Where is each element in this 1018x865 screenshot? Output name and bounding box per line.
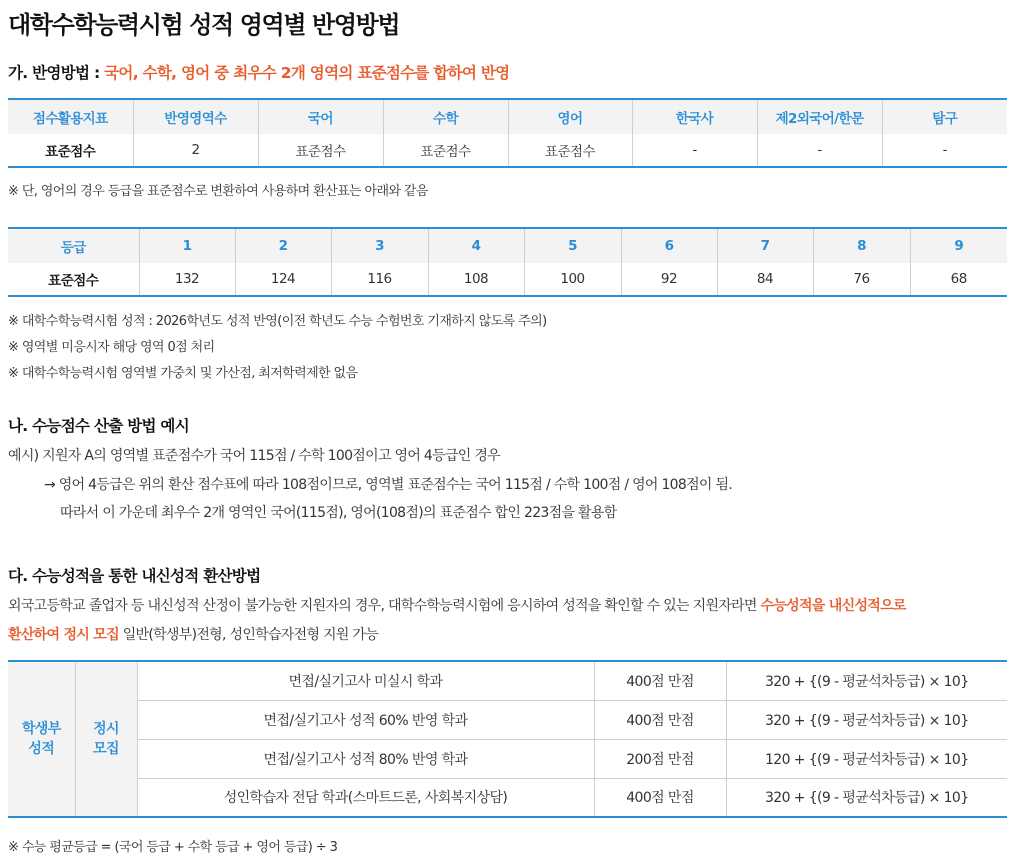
table-cell: 320 + {(9 - 평균석차등급) × 10} <box>726 778 1007 817</box>
table-cell: 400점 만점 <box>594 661 726 700</box>
table-header: 1 <box>139 228 235 263</box>
table-cell: 면접/실기고사 미실시 학과 <box>137 661 594 700</box>
section-c-heading: 다. 수능성적을 통한 내신성적 환산방법 <box>8 567 261 585</box>
paragraph-text: 외국고등학교 졸업자 등 내신성적 산정이 불가능한 지원자의 경우, 대학수학능력시험에 응시하여 성적을 확인할 수 있는 지원자라면 <box>8 598 761 614</box>
table-header: 반영영역수 <box>133 99 258 134</box>
table-header: 영어 <box>508 99 632 134</box>
paragraph-highlight: 환산하여 정시 모집 <box>8 627 119 643</box>
table-cell: 표준점수 <box>48 273 99 289</box>
group-label-regular-admission: 정시 모집 <box>75 661 137 817</box>
table-header: 6 <box>621 228 717 263</box>
table-cell: - <box>882 134 1007 167</box>
table-cell: 성인학습자 전담 학과(스마트드론, 사회복지상담) <box>137 778 594 817</box>
section-a-heading <box>8 61 509 83</box>
table-header: 4 <box>428 228 524 263</box>
table-header: 점수활용지표 <box>8 99 133 134</box>
table-header: 제2외국어/한문 <box>757 99 882 134</box>
table-cell: 표준점수 <box>258 134 383 167</box>
table-cell: 400점 만점 <box>594 700 726 739</box>
table-header: 등급 <box>8 228 139 263</box>
table-header: 국어 <box>258 99 383 134</box>
footnote: ※ 수능 평균등급 = (국어 등급 + 수학 등급 + 영어 등급) ÷ 3 <box>8 840 338 855</box>
table-cell: 표준점수 <box>45 144 96 160</box>
table-header: 3 <box>331 228 428 263</box>
table-cell: 120 + {(9 - 평균석차등급) × 10} <box>726 739 1007 778</box>
table-cell: 2 <box>133 134 258 167</box>
table-header: 수학 <box>383 99 508 134</box>
section-a-heading-prefix: 가. 반영방법 : <box>8 64 105 82</box>
page-title: 대학수학능력시험 성적 영역별 반영방법 <box>8 11 400 39</box>
english-conversion-note: ※ 단, 영어의 경우 등급을 표준점수로 변환하여 사용하며 환산표는 아래와 같음 <box>8 184 428 199</box>
table-cell: 68 <box>910 263 1007 296</box>
table-header: 8 <box>813 228 910 263</box>
table-header: 탐구 <box>882 99 1007 134</box>
note-line: ※ 대학수학능력시험 성적 : 2026학년도 성적 반영(이전 학년도 수능 수험번호 기재하지 않도록 주의) <box>8 314 547 329</box>
table-cell: 108 <box>428 263 524 296</box>
example-line: 예시) 지원자 A의 영역별 표준점수가 국어 115점 / 수학 100점이고 영어 4등급인 경우 <box>8 448 501 464</box>
paragraph-line <box>8 624 378 644</box>
group-label-school-record: 학생부 성적 <box>8 661 75 817</box>
table-cell: 84 <box>717 263 813 296</box>
table-header: 5 <box>524 228 621 263</box>
table-cell: 132 <box>139 263 235 296</box>
paragraph-line <box>8 595 906 615</box>
table-cell: 320 + {(9 - 평균석차등급) × 10} <box>726 661 1007 700</box>
table-cell: 124 <box>235 263 331 296</box>
paragraph-highlight: 수능성적을 내신성적으로 <box>760 598 906 614</box>
table-cell: - <box>632 134 757 167</box>
example-line: → 영어 4등급은 위의 환산 점수표에 따라 108점이므로, 영역별 표준점수는 국어 115점 / 수학 100점 / 영어 108점이 됨. <box>44 477 733 493</box>
table-cell: 표준점수 <box>383 134 508 167</box>
table-header: 7 <box>717 228 813 263</box>
english-grade-table <box>8 227 1007 297</box>
score-index-table <box>8 98 1007 168</box>
table-cell: 100 <box>524 263 621 296</box>
table-cell: 면접/실기고사 성적 80% 반영 학과 <box>137 739 594 778</box>
table-cell: 표준점수 <box>508 134 632 167</box>
table-cell: 면접/실기고사 성적 60% 반영 학과 <box>137 700 594 739</box>
note-line: ※ 영역별 미응시자 해당 영역 0점 처리 <box>8 340 215 355</box>
note-line: ※ 대학수학능력시험 영역별 가중치 및 가산점, 최저학력제한 없음 <box>8 366 358 381</box>
table-cell: 200점 만점 <box>594 739 726 778</box>
conversion-table <box>8 660 1007 818</box>
paragraph-text: 일반(학생부)전형, 성인학습자전형 지원 가능 <box>118 627 379 643</box>
section-b-heading: 나. 수능점수 산출 방법 예시 <box>8 417 189 435</box>
table-header: 9 <box>910 228 1007 263</box>
table-cell: - <box>757 134 882 167</box>
table-cell: 320 + {(9 - 평균석차등급) × 10} <box>726 700 1007 739</box>
example-line: 따라서 이 가운데 최우수 2개 영역인 국어(115점), 영어(108점)의 표준점수 합인 223점을 활용함 <box>60 505 617 521</box>
table-cell: 400점 만점 <box>594 778 726 817</box>
table-header: 2 <box>235 228 331 263</box>
table-cell: 76 <box>813 263 910 296</box>
table-cell: 92 <box>621 263 717 296</box>
section-a-heading-highlight: 국어, 수학, 영어 중 최우수 2개 영역의 표준점수를 합하여 반영 <box>104 64 510 82</box>
table-header: 한국사 <box>632 99 757 134</box>
table-cell: 116 <box>331 263 428 296</box>
